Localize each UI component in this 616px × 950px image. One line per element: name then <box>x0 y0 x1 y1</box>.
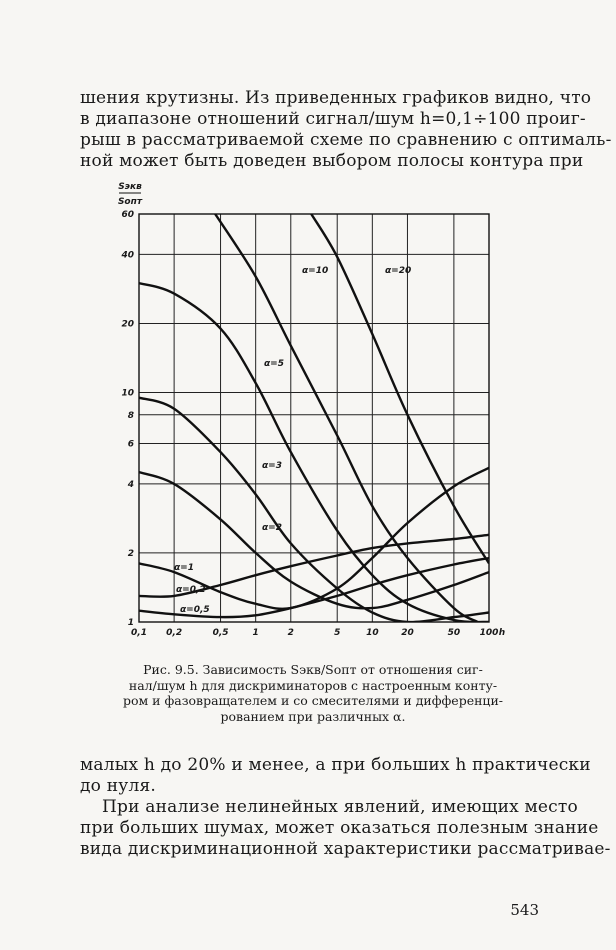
x-tick-label: 0,1 <box>131 628 147 638</box>
y-tick-label: 1 <box>127 618 134 628</box>
y-tick-label: 8 <box>127 410 134 421</box>
x-tick-label: 50 <box>447 628 461 638</box>
y-tick-label: 6 <box>127 439 134 450</box>
curve-label: α=1 <box>174 563 194 573</box>
figure-caption <box>94 662 532 724</box>
text-line: При анализе нелинейных явлений, имеющих место <box>102 797 578 817</box>
caption-line: рованием при различных α. <box>220 708 406 724</box>
text-line: ной может быть доведен выбором полосы контура при <box>80 151 584 171</box>
x-tick-label: 100 <box>479 628 499 638</box>
text-line: рыш в рассматриваемой схеме по сравнению с оптималь- <box>80 130 612 150</box>
caption-line: ром и фазовращателем и со смесителями и дифференци- <box>122 693 504 708</box>
y-tick-label: 60 <box>121 210 134 220</box>
x-tick-label: 2 <box>287 628 294 638</box>
text-line: малых h до 20% и менее, а при больших h практически <box>80 755 591 775</box>
curve-label: α=3 <box>262 461 282 471</box>
paragraph-bottom <box>80 797 611 860</box>
paragraph-middle <box>80 755 591 797</box>
page-number: 543 <box>510 901 539 919</box>
curve-label: α=0,2 <box>176 585 206 595</box>
text-line: в диапазоне отношений сигнал/шум h=0,1÷100 проиг- <box>80 109 586 129</box>
y-axis-label-denominator: Sопт <box>117 197 143 207</box>
curve-label: α=0,5 <box>180 605 210 615</box>
y-tick-label: 10 <box>121 388 134 399</box>
caption-line: нал/шум h для дискриминаторов с настроенным конту- <box>128 677 498 693</box>
curve-label: α=2 <box>262 523 282 533</box>
x-tick-label: 10 <box>366 628 379 638</box>
text-line: вида дискриминационной характеристики рассматривае- <box>80 839 611 859</box>
y-tick-label: 2 <box>127 548 134 559</box>
x-tick-label: 1 <box>252 628 259 638</box>
x-tick-label: 0,2 <box>166 628 183 638</box>
y-axis-label-numerator: Sэкв <box>118 182 142 192</box>
text-line: до нуля. <box>80 776 156 796</box>
y-tick-label: 20 <box>121 319 134 330</box>
y-tick-label: 40 <box>121 250 134 261</box>
caption-line: Рис. 9.5. Зависимость Sэкв/Sопт от отношения сиг- <box>143 662 483 677</box>
curve-label: α=20 <box>385 266 412 276</box>
x-tick-label: 0,5 <box>212 628 229 638</box>
x-axis-label: h <box>498 628 506 638</box>
x-tick-label: 20 <box>401 628 414 638</box>
y-tick-label: 4 <box>127 479 134 490</box>
x-tick-label: 5 <box>334 628 341 638</box>
curve-label: α=5 <box>264 359 284 369</box>
curve-label: α=10 <box>302 266 329 276</box>
text-line: шения крутизны. Из приведенных графиков видно, что <box>80 88 592 108</box>
text-line: при больших шумах, может оказаться полезным знание <box>80 818 599 838</box>
